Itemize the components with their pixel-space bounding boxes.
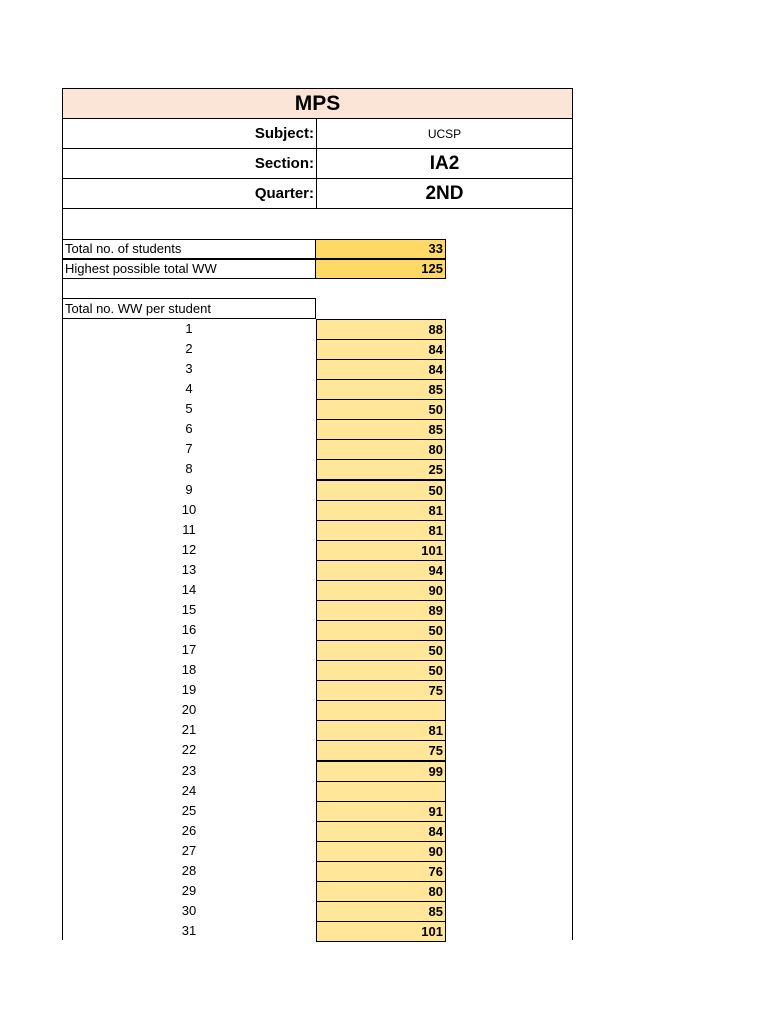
table-row <box>62 439 446 459</box>
subject-value[interactable]: UCSP <box>427 126 462 141</box>
student-number: 30 <box>181 903 197 918</box>
table-row <box>62 540 446 560</box>
table-row <box>62 319 446 339</box>
student-number: 11 <box>182 522 196 537</box>
student-number: 31 <box>181 923 197 938</box>
student-score-cell[interactable]: 89 <box>316 600 446 621</box>
student-score-cell[interactable]: 80 <box>316 881 446 902</box>
student-score-cell[interactable]: 101 <box>316 540 446 561</box>
table-row <box>62 821 446 841</box>
student-score-cell[interactable]: 91 <box>316 801 446 822</box>
student-number: 5 <box>185 401 193 416</box>
student-number: 20 <box>181 702 197 717</box>
student-score-cell[interactable]: 80 <box>316 439 446 460</box>
student-number: 4 <box>185 381 193 396</box>
student-number: 6 <box>185 421 193 436</box>
student-number: 3 <box>185 361 193 376</box>
student-number: 10 <box>181 502 197 517</box>
student-score-cell[interactable]: 99 <box>316 761 446 782</box>
student-score-cell[interactable]: 81 <box>316 520 446 541</box>
student-score-cell[interactable]: 90 <box>316 580 446 601</box>
table-row <box>62 700 446 720</box>
table-row <box>62 680 446 700</box>
student-score-cell[interactable]: 50 <box>316 399 446 420</box>
table-row <box>62 500 446 520</box>
table-row <box>62 720 446 740</box>
page-title: MPS <box>62 88 573 119</box>
subject-row <box>62 119 573 149</box>
student-score-cell[interactable]: 75 <box>316 740 446 761</box>
table-row <box>62 660 446 680</box>
student-number: 23 <box>181 763 197 778</box>
student-score-cell[interactable]: 88 <box>316 319 446 340</box>
table-row <box>62 339 446 359</box>
student-score-cell[interactable]: 76 <box>316 861 446 882</box>
highest-possible-label: Highest possible total WW <box>62 259 316 279</box>
student-score-cell[interactable]: 85 <box>316 379 446 400</box>
student-number: 15 <box>181 602 197 617</box>
table-row <box>62 640 446 660</box>
table-row <box>62 600 446 620</box>
student-score-cell[interactable]: 94 <box>316 560 446 581</box>
student-score-cell[interactable] <box>316 700 446 721</box>
student-number: 8 <box>185 461 193 476</box>
student-score-cell[interactable]: 50 <box>316 640 446 661</box>
student-score-cell[interactable]: 50 <box>316 480 446 501</box>
subject-label: Subject: <box>63 119 317 148</box>
table-row <box>62 861 446 881</box>
quarter-value[interactable]: 2ND <box>425 182 464 204</box>
student-number: 17 <box>181 642 197 657</box>
table-row <box>62 580 446 600</box>
table-row <box>62 761 446 781</box>
student-number: 22 <box>181 742 197 757</box>
table-row <box>62 801 446 821</box>
table-row <box>62 921 446 941</box>
table-row <box>62 841 446 861</box>
table-row <box>62 560 446 580</box>
student-score-cell[interactable]: 90 <box>316 841 446 862</box>
student-number: 9 <box>185 482 193 497</box>
total-students-label: Total no. of students <box>62 239 316 259</box>
table-row <box>62 399 446 419</box>
section-label: Section: <box>63 149 317 178</box>
student-number: 27 <box>181 843 197 858</box>
table-row <box>62 781 446 801</box>
student-score-cell[interactable]: 85 <box>316 419 446 440</box>
section-value[interactable]: IA2 <box>429 152 460 174</box>
student-score-cell[interactable]: 101 <box>316 921 446 942</box>
table-row <box>62 379 446 399</box>
student-number: 14 <box>181 582 197 597</box>
student-number: 29 <box>181 883 197 898</box>
student-number: 18 <box>181 662 197 677</box>
student-score-cell[interactable]: 25 <box>316 459 446 480</box>
quarter-row <box>62 179 573 209</box>
student-score-cell[interactable]: 85 <box>316 901 446 922</box>
highest-possible-value[interactable]: 125 <box>316 259 446 279</box>
student-score-cell[interactable]: 50 <box>316 660 446 681</box>
student-number: 12 <box>181 542 197 557</box>
student-score-cell[interactable] <box>316 781 446 802</box>
student-number: 26 <box>181 823 197 838</box>
student-score-cell[interactable]: 84 <box>316 359 446 380</box>
quarter-label: Quarter: <box>63 179 317 208</box>
student-score-cell[interactable]: 50 <box>316 620 446 641</box>
student-score-cell[interactable]: 81 <box>316 500 446 521</box>
student-score-cell[interactable]: 84 <box>316 821 446 842</box>
table-row <box>62 359 446 379</box>
student-number: 21 <box>181 722 197 737</box>
student-number: 7 <box>185 441 193 456</box>
table-row <box>62 459 446 479</box>
student-number: 2 <box>185 341 193 356</box>
student-number: 13 <box>181 562 197 577</box>
student-number: 16 <box>181 622 197 637</box>
student-number: 28 <box>181 863 197 878</box>
section-row <box>62 149 573 179</box>
table-row <box>62 881 446 901</box>
student-number: 1 <box>185 321 193 336</box>
student-score-cell[interactable]: 75 <box>316 680 446 701</box>
table-row <box>62 480 446 500</box>
table-row <box>62 740 446 760</box>
table-row <box>62 620 446 640</box>
table-row <box>62 520 446 540</box>
student-score-cell[interactable]: 81 <box>316 720 446 741</box>
table-row <box>62 419 446 439</box>
table-row <box>62 901 446 921</box>
total-students-value[interactable]: 33 <box>316 239 446 259</box>
student-number: 25 <box>181 803 197 818</box>
ww-list-header: Total no. WW per student <box>62 298 316 319</box>
student-score-cell[interactable]: 84 <box>316 339 446 360</box>
student-number: 19 <box>181 682 197 697</box>
student-number: 24 <box>181 783 197 798</box>
